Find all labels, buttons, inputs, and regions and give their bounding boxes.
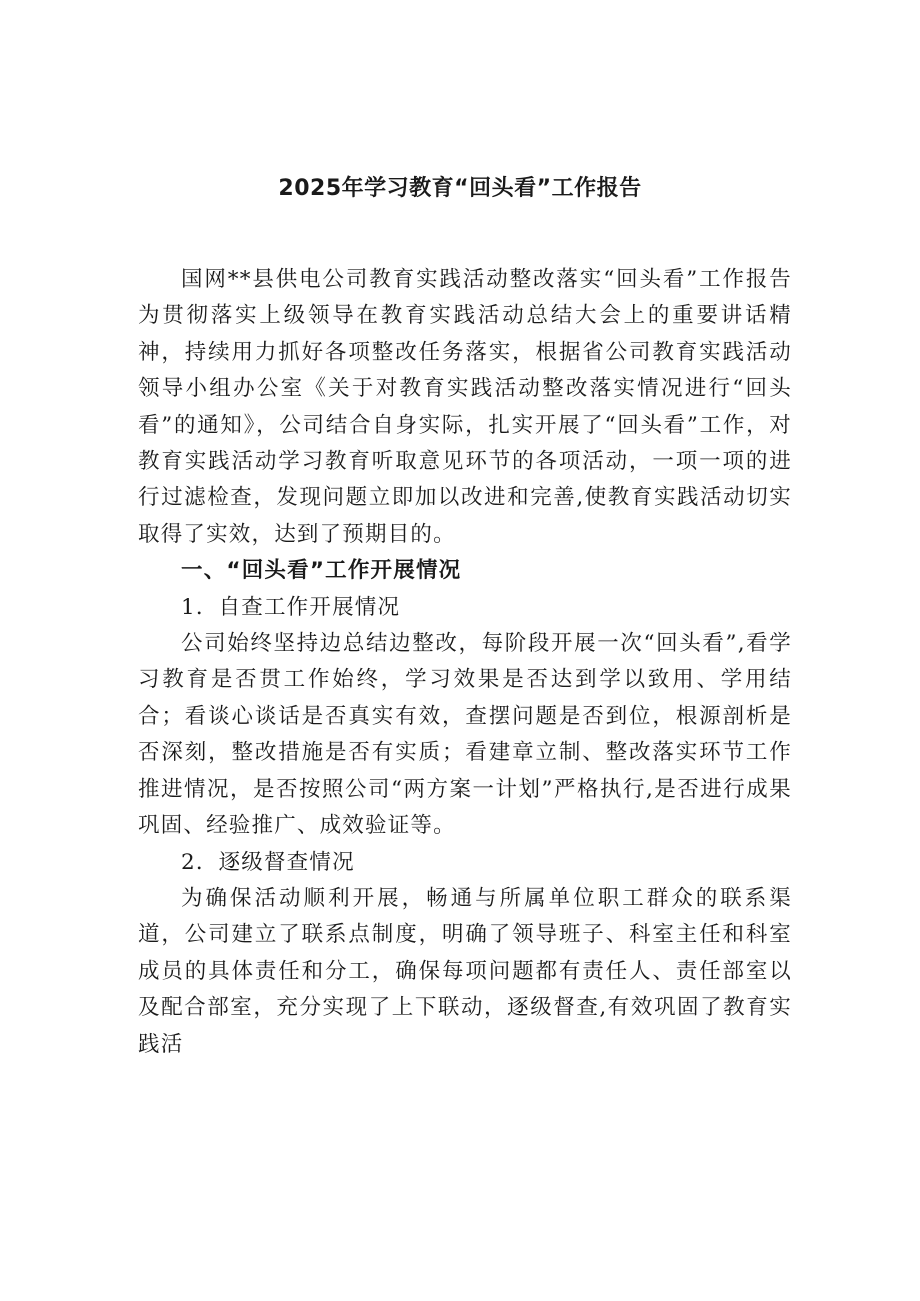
- subsection-paragraph-2: 为确保活动顺利开展，畅通与所属单位职工群众的联系渠道，公司建立了联系点制度，明确了领导班子、科室主任和科室成员的具体责任和分工，确保每项问题都有责任人、责任部室以及配合部室，充分实现了上下联动，逐级督查,有效巩固了教育实践活: [138, 885, 792, 1057]
- subsection-heading-1: 1．自查工作开展情况: [181, 594, 401, 620]
- document-body: [138, 262, 792, 1063]
- subsection-paragraph-1: 公司始终坚持边总结边整改，每阶段开展一次“回头看”,看学习教育是否贯工作始终，学习效果是否达到学以致用、学用结合；看谈心谈话是否真实有效，查摆问题是否到位，根源剖析是否深刻，整改措施是否有实质；看建章立制、整改落实环节工作推进情况，是否按照公司“两方案一计划”严格执行,是否进行成果巩固、经验推广、成效验证等。: [138, 631, 792, 839]
- intro-paragraph: 国网**县供电公司教育实践活动整改落实“回头看”工作报告为贯彻落实上级领导在教育实践活动总结大会上的重要讲话精神，持续用力抓好各项整改任务落实，根据省公司教育实践活动领导小组办公室《关于对教育实践活动整改落实情况进行“回头看”的通知》，公司结合自身实际，扎实开展了“回头看”工作，对教育实践活动学习教育听取意见环节的各项活动，一项一项的进行过滤检查，发现问题立即加以改进和完善,使教育实践活动切实取得了实效，达到了预期目的。: [138, 267, 792, 547]
- subsection-heading-2: 2．逐级督查情况: [181, 849, 355, 875]
- section-heading-1: 一、“回头看”工作开展情况: [181, 558, 462, 584]
- document-title: 2025年学习教育“回头看”工作报告: [278, 176, 642, 201]
